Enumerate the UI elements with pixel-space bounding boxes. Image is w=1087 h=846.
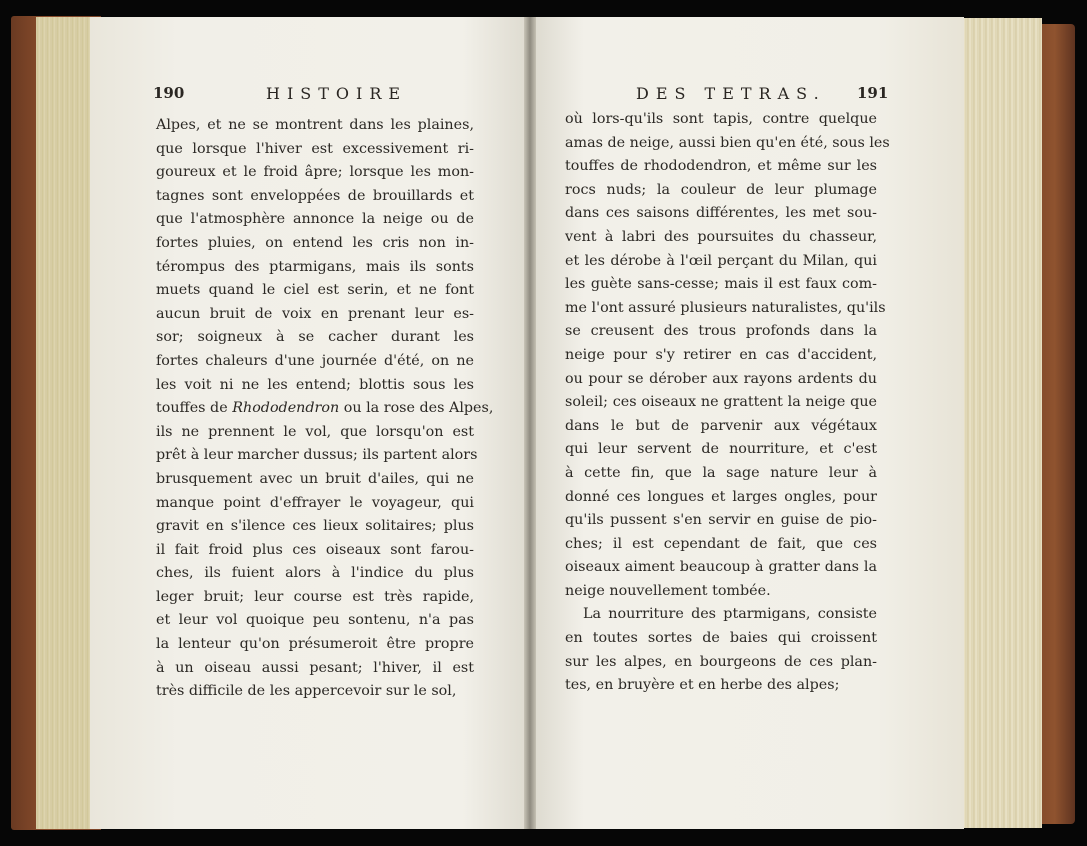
text-line: manque point d'effrayer le voyageur, qui bbox=[156, 494, 474, 511]
text-fragment: touffes de bbox=[156, 400, 233, 417]
book-gutter bbox=[524, 17, 536, 829]
left-page-number: 190 bbox=[153, 84, 185, 102]
right-running-title: DES TETRAS. bbox=[636, 84, 826, 103]
text-line: fortes chaleurs d'une journée d'été, on ne bbox=[156, 352, 474, 369]
text-line: donné ces longues et larges ongles, pour bbox=[565, 488, 877, 505]
text-line: les voit ni ne les entend; blottis sous les bbox=[156, 376, 474, 393]
text-line: que l'atmosphère annonce la neige ou de bbox=[156, 211, 474, 228]
right-page-text bbox=[565, 108, 890, 698]
text-line: qui leur servent de nourriture, et c'est bbox=[565, 441, 877, 458]
text-line: amas de neige, aussi bien qu'en été, sous les bbox=[565, 134, 890, 151]
text-line: sor; soigneux à se cacher durant les bbox=[156, 329, 474, 346]
text-line: gravit en s'ilence ces lieux solitaires; plus bbox=[156, 518, 474, 535]
text-line: me l'ont assuré plusieurs naturalistes, qu'ils bbox=[565, 299, 886, 316]
left-page-edges bbox=[36, 17, 94, 829]
text-line: leger bruit; leur course est très rapide, bbox=[156, 588, 474, 605]
text-line: térompus des ptarmigans, mais ils sonts bbox=[156, 258, 474, 275]
italic-term: Rhododendron bbox=[232, 400, 340, 417]
left-running-title: HISTOIRE bbox=[266, 84, 408, 103]
text-line: que lorsque l'hiver est excessivement ri- bbox=[156, 140, 474, 157]
text-line: ches, ils fuient alors à l'indice du plus bbox=[156, 565, 474, 582]
text-line: soleil; ces oiseaux ne grattent la neige que bbox=[565, 394, 877, 411]
text-line: se creusent des trous profonds dans la bbox=[565, 323, 877, 340]
text-line: sur les alpes, en bourgeons de ces plan- bbox=[565, 653, 877, 670]
left-page-text bbox=[156, 114, 494, 704]
text-line: il fait froid plus ces oiseaux sont farou- bbox=[156, 541, 474, 558]
text-line: tes, en bruyère et en herbe des alpes; bbox=[565, 677, 840, 694]
text-line: fortes pluies, on entend les cris non in- bbox=[156, 234, 474, 251]
right-page-edges bbox=[960, 18, 1042, 828]
text-line: oiseaux aiment beaucoup à gratter dans la bbox=[565, 559, 877, 576]
text-fragment: ou la rose des Alpes, bbox=[339, 400, 494, 417]
text-line: aucun bruit de voix en prenant leur es- bbox=[156, 305, 474, 322]
text-line: très difficile de les appercevoir sur le sol, bbox=[156, 683, 457, 700]
text-line: goureux et le froid âpre; lorsque les mon- bbox=[156, 164, 474, 181]
text-line: dans le but de parvenir aux végétaux bbox=[565, 417, 877, 434]
text-line: en toutes sortes de baies qui croissent bbox=[565, 630, 877, 647]
text-line: qu'ils pussent s'en servir en guise de pio- bbox=[565, 512, 877, 529]
text-line: touffes de rhododendron, et même sur les bbox=[565, 158, 877, 175]
text-line: et leur vol quoique peu sontenu, n'a pas bbox=[156, 612, 474, 629]
text-line: ils ne prennent le vol, que lorsqu'on est bbox=[156, 423, 474, 440]
text-line: à cette fin, que la sage nature leur à bbox=[565, 464, 877, 481]
text-line: la lenteur qu'on présumeroit être propre bbox=[156, 636, 474, 653]
text-line: Alpes, et ne se montrent dans les plaines, bbox=[156, 117, 474, 133]
text-line: et les dérobe à l'œil perçant du Milan, qui bbox=[565, 252, 877, 269]
text-line: rocs nuds; la couleur de leur plumage bbox=[565, 181, 877, 198]
text-line: tagnes sont enveloppées de brouillards et bbox=[156, 187, 474, 204]
text-line: vent à labri des poursuites du chasseur, bbox=[565, 228, 877, 245]
text-line: à un oiseau aussi pesant; l'hiver, il est bbox=[156, 659, 474, 676]
text-line: neige nouvellement tombée. bbox=[565, 582, 771, 599]
right-page-number: 191 bbox=[857, 84, 889, 102]
text-line: ches; il est cependant de fait, que ces bbox=[565, 535, 877, 552]
text-line: ou pour se dérober aux rayons ardents du bbox=[565, 370, 877, 387]
text-line: prêt à leur marcher dussus; ils partent alors bbox=[156, 447, 478, 464]
text-line: dans ces saisons différentes, les met sou- bbox=[565, 205, 877, 222]
text-line: muets quand le ciel est serin, et ne font bbox=[156, 282, 474, 299]
text-line: brusquement avec un bruit d'ailes, qui ne bbox=[156, 470, 474, 487]
text-line: neige pour s'y retirer en cas d'accident, bbox=[565, 346, 877, 363]
text-line: où lors-qu'ils sont tapis, contre quelque bbox=[565, 111, 877, 127]
text-line: La nourriture des ptarmigans, consiste bbox=[583, 606, 877, 623]
text-line: les guète sans-cesse; mais il est faux com- bbox=[565, 276, 877, 293]
text-line bbox=[156, 397, 494, 421]
